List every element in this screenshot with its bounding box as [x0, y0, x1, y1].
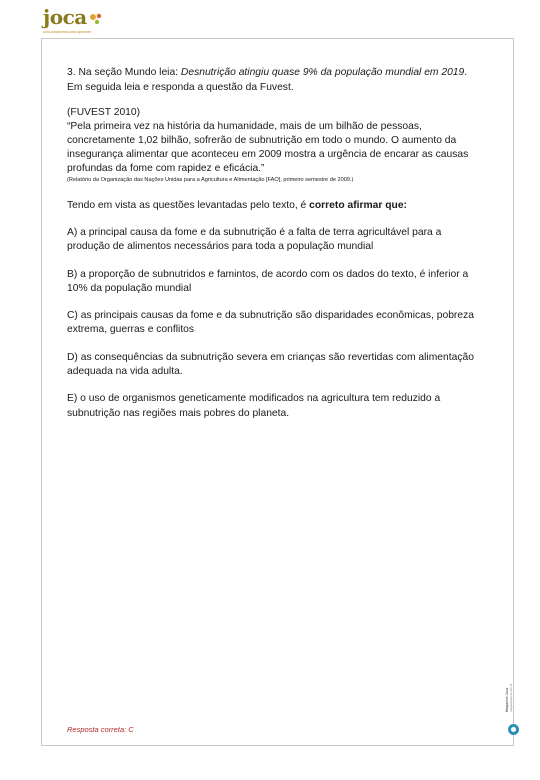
side-brand — [500, 670, 524, 744]
question-title-article: Desnutrição atingiu quase 9% da população mundial em 2019 — [180, 67, 465, 78]
question-stem — [67, 199, 477, 213]
logo-dots-icon — [89, 13, 103, 25]
side-brand-url: magazinejoca.com.br — [509, 683, 513, 712]
joca-logo — [43, 5, 103, 36]
citation: (Relatório da Organização das Nações Unidas para a Agricultura e Alimentação [FAO], primeiro semestre de 2009.) — [67, 177, 354, 183]
answer-text: Resposta correta: C — [67, 725, 134, 734]
source-block — [67, 106, 477, 185]
option-a: A) a principal causa da fome e da subnutrição é a falta de terra agricultável para a produção de alimentos necessários para toda a população mundial — [67, 227, 442, 253]
question-title-suffix: . Em seguida leia e responda a questão da Fuvest. — [67, 67, 468, 93]
option-b: B) a proporção de subnutridos e famintos, de acordo com os dados do texto, é inferior a 10% da população mundial — [67, 268, 469, 294]
source-label: (FUVEST 2010) — [67, 107, 141, 118]
question-title-prefix: 3. Na seção Mundo leia: — [67, 67, 181, 78]
side-brand-name: Magazine Joca — [505, 687, 509, 712]
logo-tagline: uma plataforma para aprender — [43, 30, 92, 34]
quote-text: “Pela primeira vez na história da humanidade, mais de um bilhão de pessoas, concretamente 1,02 bilhão, sofrerão de subnutrição em todo o mundo. O aumento da insegurança alimentar que aconteceu em 2009 mostra a urgência de encarar as causas profundas da fome com rapidez e eficácia.” — [67, 121, 469, 174]
question-content — [67, 66, 477, 421]
option-e: E) o uso de organismos geneticamente modificados na agricultura tem reduzido a subnutrição nas regiões mais pobres do planeta. — [67, 393, 441, 419]
question-title — [67, 66, 477, 95]
option-c: C) as principais causas da fome e da subnutrição são disparidades econômicas, pobreza extrema, guerras e conflitos — [67, 310, 474, 336]
option-d: D) as consequências da subnutrição severa em crianças são revertidas com alimentação adequada na vida adulta. — [67, 351, 474, 378]
stem-prefix: Tendo em vista as questões levantadas pelo texto, é — [67, 200, 310, 211]
stem-bold: correto afirmar que: — [309, 200, 407, 211]
brand-circle-icon — [508, 724, 519, 735]
logo-wordmark: joca — [43, 5, 87, 29]
